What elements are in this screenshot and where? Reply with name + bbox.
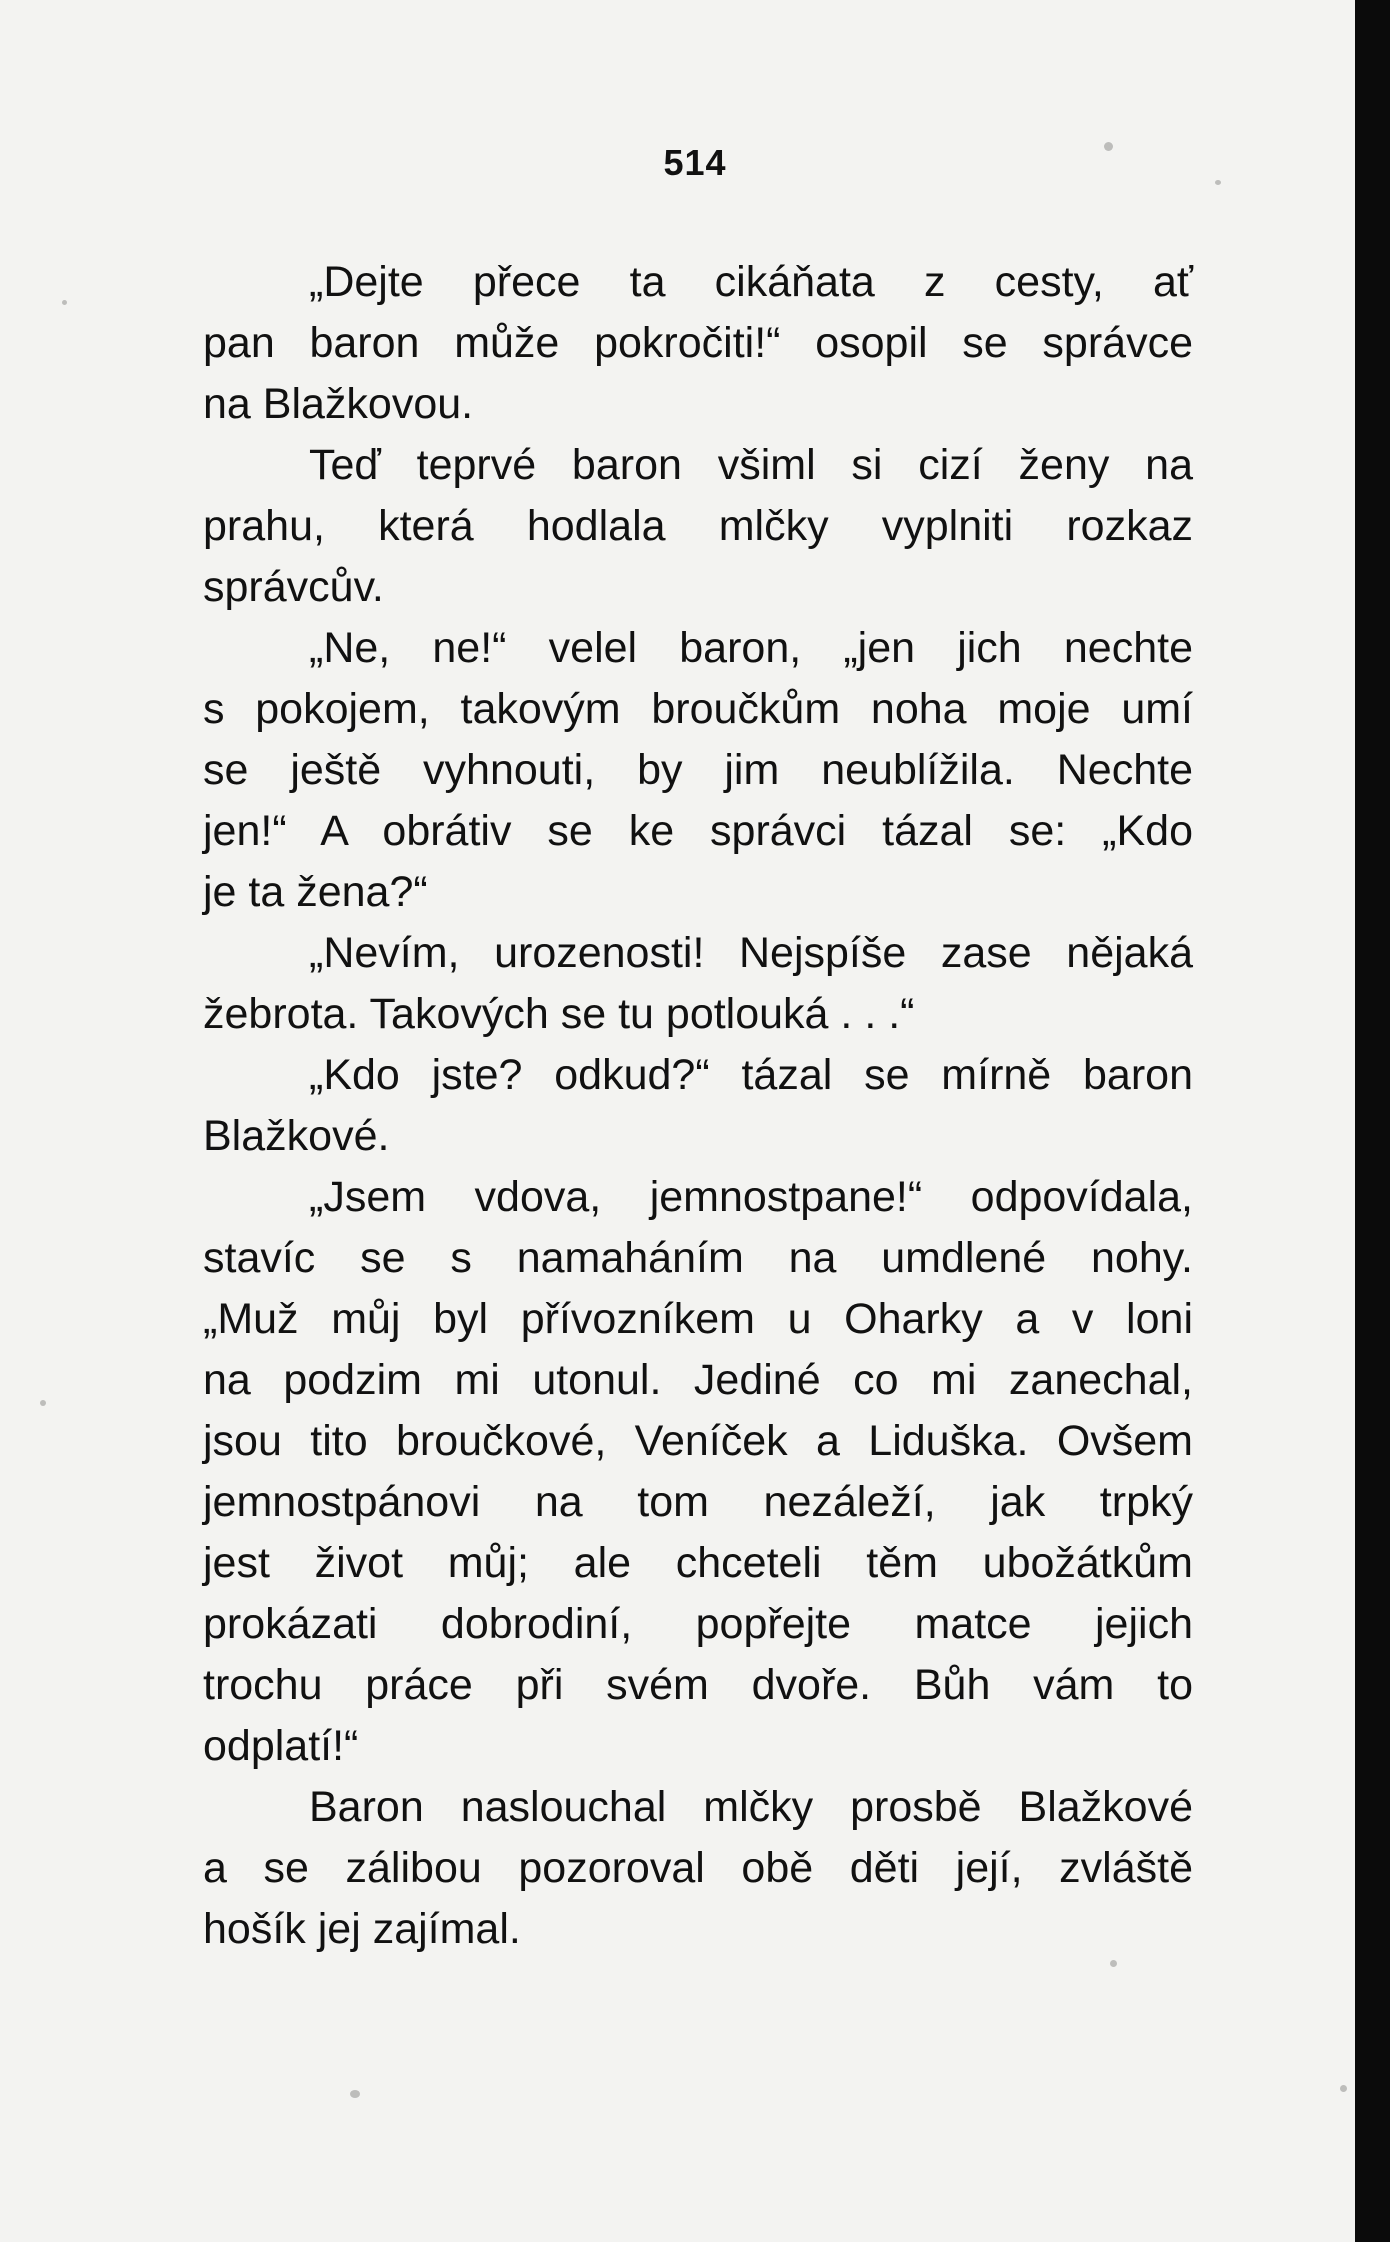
text-line: „Jsem vdova, jemnostpane!“ odpovídala, [309,1173,1193,1221]
text-line: „Muž můj byl přívozníkem u Oharky a v loni [203,1295,1193,1343]
ink-speck [350,2090,360,2098]
text-line: na Blažkovou. [203,380,474,428]
text-line: „Ne, ne!“ velel baron, „jen jich nechte [309,624,1193,672]
text-line: jen!“ A obrátiv se ke správci tázal se: „Kdo [203,807,1193,855]
page-edge-shadow [1355,0,1390,2242]
text-line: Blažkové. [203,1112,390,1160]
text-line: na podzim mi utonul. Jediné co mi zanechal, [203,1356,1193,1404]
ink-speck [1110,1960,1117,1967]
text-line: jsou tito broučkové, Veníček a Liduška. Ovšem [203,1417,1193,1465]
text-line: a se zálibou pozoroval obě děti její, zvláště [203,1844,1193,1892]
text-line: „Kdo jste? odkud?“ tázal se mírně baron [309,1051,1193,1099]
text-line: s pokojem, takovým broučkům noha moje umí [203,685,1193,733]
page-number: 514 [663,142,727,183]
ink-speck [40,1400,46,1406]
text-line: je ta žena?“ [203,868,428,916]
text-line: žebrota. Takových se tu potlouká . . .“ [203,990,915,1038]
text-line: se ještě vyhnouti, by jim neublížila. Nechte [203,746,1193,794]
text-line: „Nevím, urozenosti! Nejspíše zase nějaká [309,929,1193,977]
text-line: prokázati dobrodiní, popřejte matce jejich [203,1600,1193,1648]
ink-speck [1340,2085,1347,2092]
text-line: odplatí!“ [203,1722,359,1770]
text-line: jest život můj; ale chceteli těm ubožátkům [203,1539,1193,1587]
text-line: trochu práce při svém dvoře. Bůh vám to [203,1661,1193,1709]
text-line: správcův. [203,563,384,611]
text-line: Teď teprvé baron všiml si cizí ženy na [309,441,1193,489]
text-line: pan baron může pokročiti!“ osopil se správce [203,319,1193,367]
text-line: prahu, která hodlala mlčky vyplniti rozkaz [203,502,1193,550]
text-line: „Dejte přece ta cikáňata z cesty, ať [309,258,1193,306]
ink-speck [62,300,67,305]
text-line: Baron naslouchal mlčky prosbě Blažkové [309,1783,1193,1831]
body-text [203,252,1193,1960]
text-line: stavíc se s namaháním na umdlené nohy. [203,1234,1193,1282]
text-line: jemnostpánovi na tom nezáleží, jak trpký [203,1478,1193,1526]
text-line: hošík jej zajímal. [203,1905,521,1953]
